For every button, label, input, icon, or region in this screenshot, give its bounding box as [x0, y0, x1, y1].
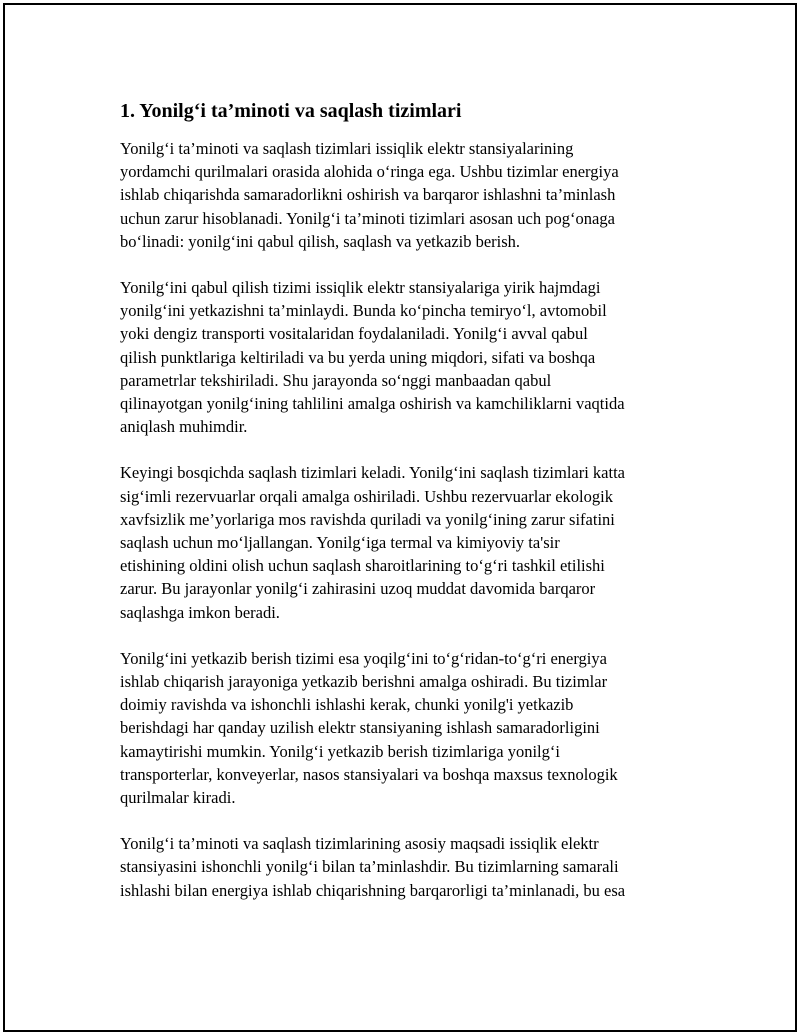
- text-line: stansiyasini ishonchli yonilg‘i bilan ta’minlashdir. Bu tizimlarning samarali: [120, 857, 619, 877]
- text-line: sig‘imli rezervuarlar orqali amalga oshiriladi. Ushbu rezervuarlar ekologik: [120, 486, 613, 506]
- text-line: ishlab chiqarish jarayoniga yetkazib berishni amalga oshiradi. Bu tizimlar: [120, 672, 608, 692]
- text-line: saqlashga imkon beradi.: [120, 602, 280, 622]
- text-line: transporterlar, konveyerlar, nasos stansiyalari va boshqa maxsus texnologik: [120, 764, 618, 784]
- text-line: berishdagi har qanday uzilish elektr stansiyaning ishlash samaradorligini: [120, 718, 600, 738]
- text-line: Keyingi bosqichda saqlash tizimlari keladi. Yonilg‘ini saqlash tizimlari katta: [120, 463, 625, 483]
- paragraph-conclusion: [120, 832, 695, 902]
- text-line: parametrlar tekshiriladi. Shu jarayonda so‘nggi manbaadan qabul: [120, 370, 552, 390]
- text-line: Yonilg‘i ta’minoti va saqlash tizimlarining asosiy maqsadi issiqlik elektr: [120, 834, 599, 854]
- text-line: ishlab chiqarishda samaradorlikni oshirish va barqaror ishlashni ta’minlash: [120, 185, 616, 205]
- text-line: Yonilg‘ini yetkazib berish tizimi esa yoqilg‘ini to‘g‘ridan-to‘g‘ri energiya: [120, 648, 607, 668]
- text-line: xavfsizlik me’yorlariga mos ravishda quriladi va yonilg‘ining zarur sifatini: [120, 509, 615, 529]
- text-line: Yonilg‘ini qabul qilish tizimi issiqlik elektr stansiyalariga yirik hajmdagi: [120, 278, 601, 298]
- text-line: etishining oldini olish uchun saqlash sharoitlarining to‘g‘ri tashkil etilishi: [120, 556, 605, 576]
- text-line: uchun zarur hisoblanadi. Yonilg‘i ta’minoti tizimlari asosan uch pog‘onaga: [120, 208, 615, 228]
- text-line: qilinayotgan yonilg‘ining tahlilini amalga oshirish va kamchiliklarni vaqtida: [120, 394, 625, 414]
- text-line: yoki dengiz transporti vositalaridan foydalaniladi. Yonilg‘i avval qabul: [120, 324, 588, 344]
- text-line: aniqlash muhimdir.: [120, 417, 248, 437]
- text-line: kamaytirishi mumkin. Yonilg‘i yetkazib berish tizimlariga yonilg‘i: [120, 741, 560, 761]
- paragraph-storage: [120, 461, 695, 623]
- text-line: bo‘linadi: yonilg‘ini qabul qilish, saqlash va yetkazib berish.: [120, 231, 521, 251]
- text-line: yordamchi qurilmalari orasida alohida o‘ringa ega. Ushbu tizimlar energiya: [120, 162, 619, 182]
- section-heading: 1. Yonilg‘i ta’minoti va saqlash tizimlari: [120, 100, 462, 122]
- text-line: qurilmalar kiradi.: [120, 788, 236, 808]
- text-line: ishlashi bilan energiya ishlab chiqarishning barqarorligi ta’minlanadi, bu esa: [120, 880, 626, 900]
- text-line: saqlash uchun mo‘ljallangan. Yonilg‘iga termal va kimiyoviy ta'sir: [120, 533, 560, 553]
- paragraph-receiving: [120, 276, 695, 438]
- paragraph-intro: [120, 137, 695, 253]
- paragraph-delivery: [120, 647, 695, 809]
- document-page: [3, 3, 797, 1032]
- text-line: yonilg‘ini yetkazishni ta’minlaydi. Bunda ko‘pincha temiryo‘l, avtomobil: [120, 301, 607, 321]
- text-line: Yonilg‘i ta’minoti va saqlash tizimlari issiqlik elektr stansiyalarining: [120, 139, 574, 158]
- text-line: zarur. Bu jarayonlar yonilg‘i zahirasini uzoq muddat davomida barqaror: [120, 579, 596, 599]
- document-body: [120, 97, 695, 925]
- text-line: qilish punktlariga keltiriladi va bu yerda uning miqdori, sifati va boshqa: [120, 347, 596, 367]
- text-line: doimiy ravishda va ishonchli ishlashi kerak, chunki yonilg'i yetkazib: [120, 695, 574, 715]
